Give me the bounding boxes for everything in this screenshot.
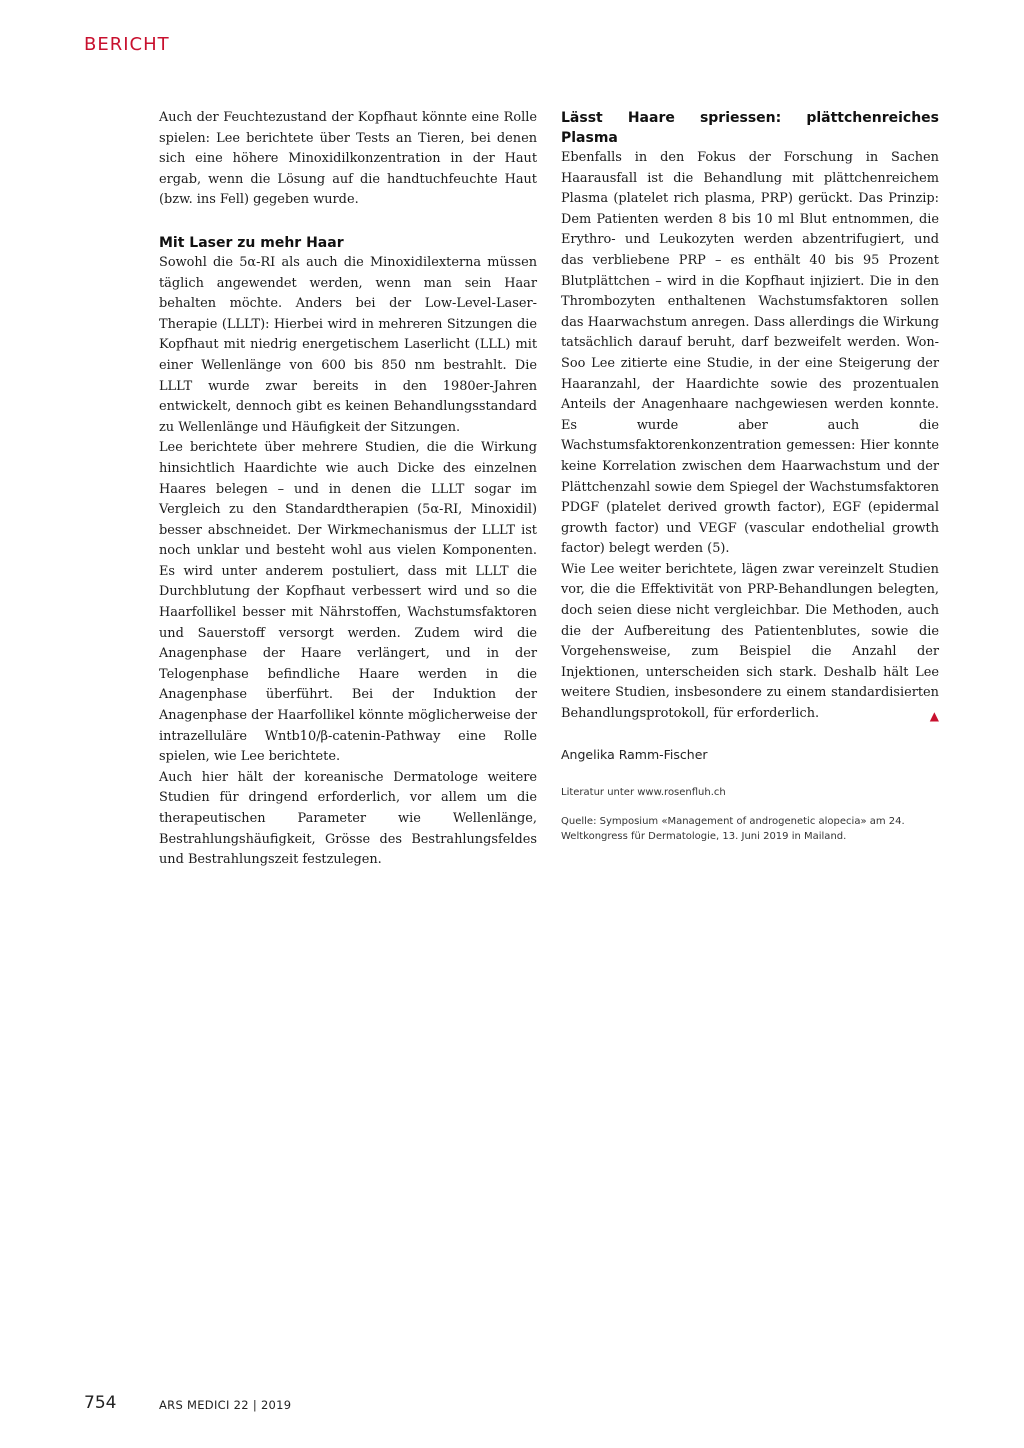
paragraph: Lee berichtete über mehrere Studien, die die Wirkung hinsichtlich Haardichte wie auch Dicke des einzelnen Haares belegen – und in denen die LLLT sogar im Vergleich zu den Standardtherapien (5α-RI, Minoxidil) besser abschneidet. Der Wirkmechanismus der LLLT ist noch unklar und besteht wohl aus vielen Komponenten. Es wird unter anderem postuliert, dass mit LLLT die Durchblutung der Kopfhaut verbessert wird und so die Haarfollikel besser mit Nährstoffen, Wachstumsfaktoren und Sauerstoff versorgt werden. Zudem wird die Anagenphase der Haare verlängert, und in der Telogenphase befindliche Haare werden in die Anagenphase überführt. Bei der Induktion der Anagenphase der Haarfollikel könnte möglicherweise der intrazelluläre Wntb10/β-catenin-Pathway eine Rolle spielen, wie Lee berichtete. bbox=[159, 440, 537, 765]
end-triangle-icon: ▲ bbox=[929, 709, 939, 724]
paragraph-text: Wie Lee weiter berichtete, lägen zwar vereinzelt Studien vor, die die Effektivität von PRP-Behandlungen belegten, doch seien diese nicht vergleichbar. Die Methoden, auch die der Aufbereitung des Patientenblutes, sowie die Vorgehensweise, zum Beispiel die Anzahl der Injektionen, unterscheiden sich stark. Deshalb hält Lee weitere Studien, insbesondere zu einem standardisierten Behandlungsprotokoll, für erforderlich. bbox=[561, 561, 939, 722]
paragraph: Ebenfalls in den Fokus der Forschung in Sachen Haarausfall ist die Behandlung mit plättchenreichem Plasma (platelet rich plasma, PRP) gerückt. Das Prinzip: Dem Patienten werden 8 bis 10 ml Blut entnommen, die Erythro- und Leukozyten werden abzentrifugiert, und das verbliebene PRP – es enthält 40 bis 95 Prozent Blutplättchen – wird in die Kopfhaut injiziert. Die in den Thrombozyten enthaltenen Wachstumsfaktoren sollen das Haarwachstum anregen. Dass allerdings die Wirkung tatsächlich darauf beruht, darf bezweifelt werden. Won-Soo Lee zitierte eine Studie, in der eine Steigerung der Haaranzahl, der Haardichte sowie des prozentualen Anteils der Anagenhaare nachgewiesen werden konnte. Es wurde aber auch die Wachstumsfaktorenkonzentration gemessen: Hier konnte keine Korrelation zwischen dem Haarwachstum und der Plättchenzahl sowie dem Spiegel der Wachstumsfaktoren PDGF (platelet derived growth factor), EGF (epidermal growth factor) und VEGF (vascular endothelial growth factor) belegt werden (5). bbox=[561, 150, 939, 557]
section-label: BERICHT bbox=[84, 34, 170, 55]
journal-issue: ARS MEDICI 22 | 2019 bbox=[159, 1398, 292, 1412]
paragraph: Auch hier hält der koreanische Dermatologe weitere Studien für dringend erforderlich, vor allem um die therapeutischen Parameter wie Wellenlänge, Bestrahlungshäufigkeit, Grösse des Bestrahlungsfeldes und Bestrahlungszeit festzulegen. bbox=[159, 769, 537, 868]
paragraph: Sowohl die 5α-RI als auch die Minoxidilexterna müssen täglich angewendet werden, wenn man sein Haar behalten möchte. Anders bei der Low-Level-Laser-Therapie (LLLT): Hierbei wird in mehreren Sitzungen die Kopfhaut mit niedrig energetischem Laserlicht (LLL) mit einer Wellenlänge von 600 bis 850 nm bestrahlt. Die LLLT wurde zwar bereits in den 1980er-Jahren entwickelt, dennoch gibt es keinen Behandlungsstandard zu Wellenlänge und Häufigkeit der Sitzungen. bbox=[159, 254, 537, 435]
literature-note: Literatur unter www.rosenfluh.ch bbox=[561, 787, 726, 799]
subheading-prp: Lässt Haare spriessen: plättchenreiches Plasma bbox=[561, 110, 939, 146]
paragraph bbox=[561, 560, 939, 725]
paragraph: Auch der Feuchtezustand der Kopfhaut könnte eine Rolle spielen: Lee berichtete über Tests an Tieren, bei denen sich eine höhere Minoxidilkonzentration in der Haut ergab, wenn die Lösung auf die handtuchfeuchte Haut (bzw. ins Fell) gegeben wurde. bbox=[159, 110, 537, 208]
subheading-laser: Mit Laser zu mehr Haar bbox=[159, 234, 344, 251]
source-note: Quelle: Symposium «Management of androgenetic alopecia» am 24. Weltkongress für Dermatologie, 13. Juni 2019 in Mailand. bbox=[561, 816, 905, 843]
left-column bbox=[159, 108, 537, 871]
page-number: 754 bbox=[84, 1393, 117, 1413]
author-name: Angelika Ramm-Fischer bbox=[561, 746, 708, 762]
right-column bbox=[561, 108, 939, 844]
